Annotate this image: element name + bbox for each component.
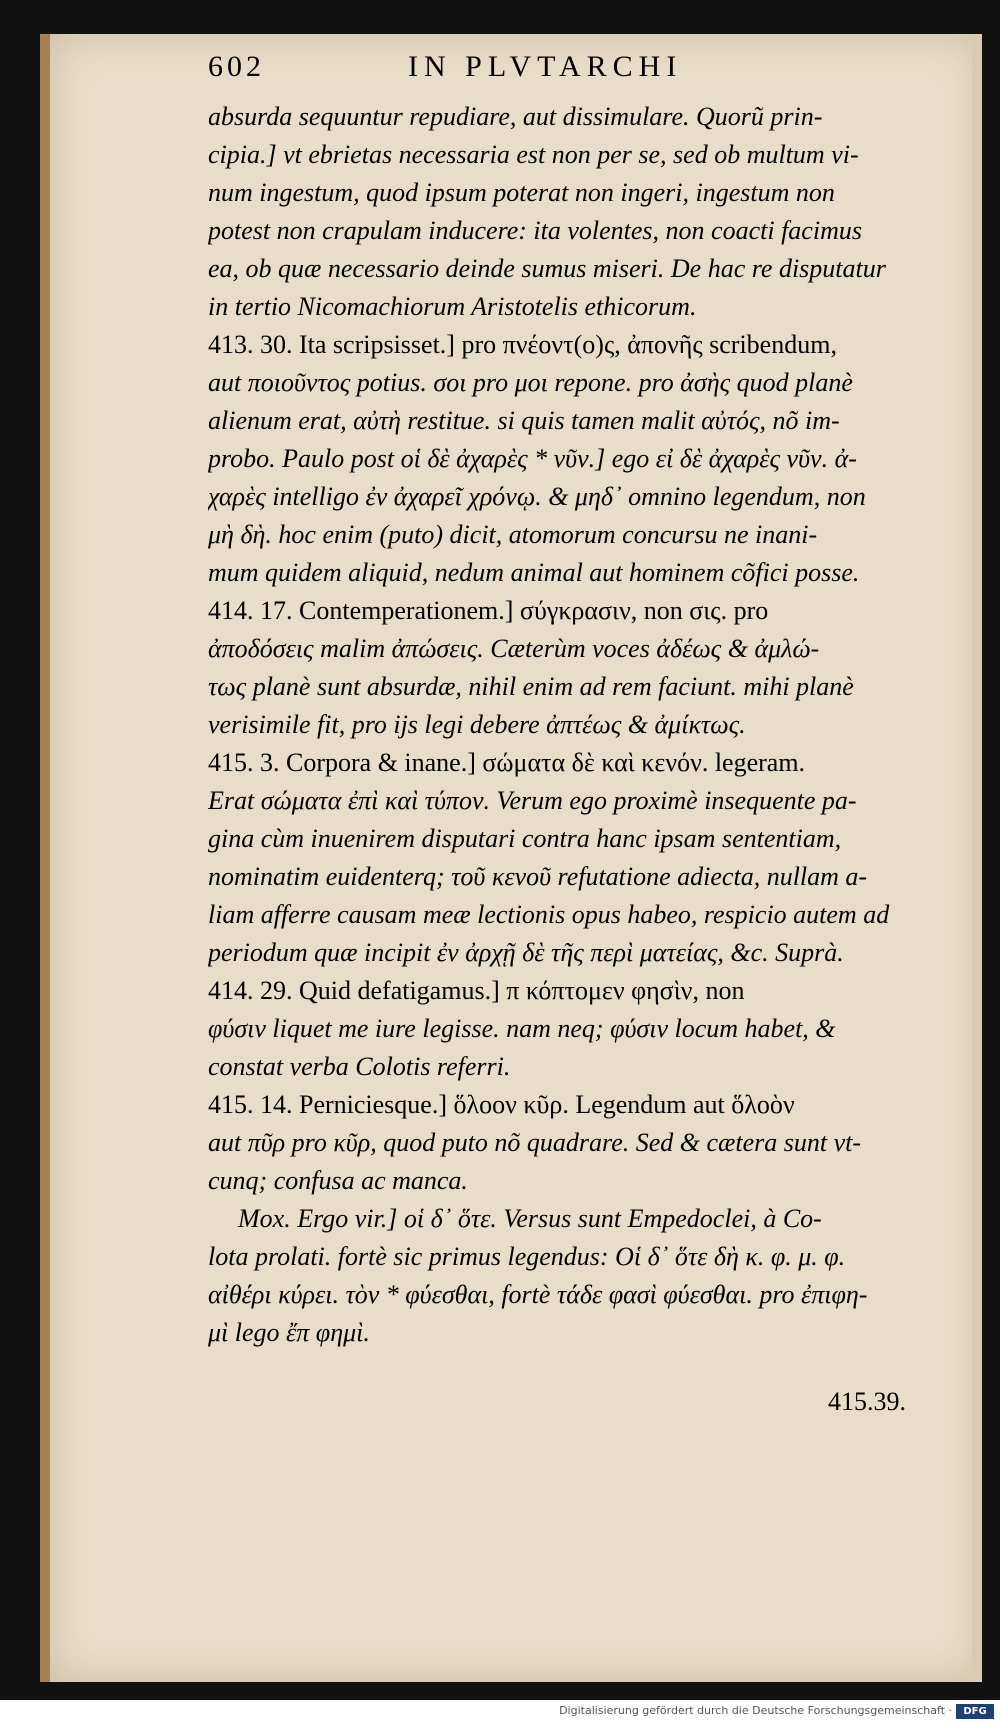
running-title: IN PLVTARCHI bbox=[408, 50, 683, 83]
text-line: in tertio Nicomachiorum Aristotelis ethicorum. bbox=[208, 292, 697, 321]
page-edge bbox=[972, 34, 982, 1682]
text-line: absurda sequuntur repudiare, aut dissimulare. Quorũ prin- bbox=[208, 102, 823, 131]
text-line: αἰθέρι κύρει. τὸν * φύεσθαι, fortè τάδε φασὶ φύεσθαι. pro ἐπιφη- bbox=[208, 1280, 868, 1309]
text-line: 414. 29. Quid defatigamus.] π κόπτομεν φησὶν, non bbox=[208, 976, 745, 1005]
text-line: constat verba Colotis referri. bbox=[208, 1052, 511, 1081]
text-line: 415. 3. Corpora & inane.] σώματα δὲ καὶ κενόν. legeram. bbox=[208, 748, 806, 777]
text-line: μὴ δὴ. hoc enim (puto) dicit, atomorum concursu ne inani- bbox=[208, 520, 818, 549]
footer-bar bbox=[0, 1700, 1000, 1723]
text-line: χαρὲς intelligo ἐν ἀχαρεῖ χρόνῳ. & μηδ᾽ omnino legendum, non bbox=[208, 482, 866, 511]
dfg-logo: DFG bbox=[956, 1704, 994, 1719]
text-line: nominatim euidenterq; τοῦ κενοῦ refutatione adiecta, nullam a- bbox=[208, 862, 868, 891]
text-line: mum quidem aliquid, nedum animal aut hominem cõfici posse. bbox=[208, 558, 860, 587]
text-line: aut ποιοῦντος potius. σοι pro μοι repone. pro ἀσὴς quod planè bbox=[208, 368, 853, 397]
text-line: μὶ lego ἔπ φημὶ. bbox=[208, 1318, 370, 1347]
commentary-text bbox=[208, 98, 938, 1352]
text-line: τως planè sunt absurdæ, nihil enim ad rem faciunt. mihi planè bbox=[208, 672, 854, 701]
text-line: 414. 17. Contemperationem.] σύγκρασιν, non σις. pro bbox=[208, 596, 769, 625]
text-line: periodum quæ incipit ἐν ἀρχῇ δὲ τῆς περὶ ματείας, &c. Suprà. bbox=[208, 938, 844, 967]
text-line: ea, ob quæ necessario deinde sumus miseri. De hac re disputatur bbox=[208, 254, 886, 283]
text-line: probo. Paulo post οἱ δὲ ἀχαρὲς * νῦν.] ego εἰ δὲ ἀχαρὲς νῦν. ἀ- bbox=[208, 444, 857, 473]
text-line: lota prolati. fortè sic primus legendus: Οἱ δ᾽ ὅτε δὴ κ. φ. μ. φ. bbox=[208, 1242, 846, 1271]
text-line: 415. 14. Perniciesque.] ὅλοον κῦρ. Legendum aut ὅλοὸν bbox=[208, 1090, 795, 1119]
text-line: num ingestum, quod ipsum poterat non ingeri, ingestum non bbox=[208, 178, 835, 207]
text-line: aut πῦρ pro κῦρ, quod puto nõ quadrare. Sed & cætera sunt vt- bbox=[208, 1128, 862, 1157]
text-line: potest non crapulam inducere: ita volentes, non coacti facimus bbox=[208, 216, 862, 245]
text-line: Erat σώματα ἐπὶ καὶ τύπον. Verum ego proximè insequente pa- bbox=[208, 786, 857, 815]
digitization-credit: Digitalisierung gefördert durch die Deutsche Forschungsgemeinschaft · bbox=[559, 1704, 952, 1717]
text-line: Mox. Ergo vir.] οἱ δ᾽ ὅτε. Versus sunt Empedoclei, à Co- bbox=[238, 1204, 822, 1233]
text-line: ἀποδόσεις malim ἀπώσεις. Cæterùm voces ἀδέως & ἀμλώ- bbox=[208, 634, 820, 663]
text-line: gina cùm inuenirem disputari contra hanc ipsam sententiam, bbox=[208, 824, 842, 853]
text-line: liam afferre causam meæ lectionis opus habeo, respicio autem ad bbox=[208, 900, 890, 929]
text-line: verisimile fit, pro ijs legi debere ἀπτέως & ἀμίκτως. bbox=[208, 710, 746, 739]
text-line: φύσιν liquet me iure legisse. nam neq; φύσιν locum habet, & bbox=[208, 1014, 836, 1043]
page-header bbox=[208, 50, 928, 100]
text-line: 413. 30. Ita scripsisset.] pro πνέοντ(ο)ς, ἀπονῆς scribendum, bbox=[208, 330, 837, 359]
text-line: alienum erat, αὐτὴ restitue. si quis tamen malit αὐτός, nõ im- bbox=[208, 406, 840, 435]
text-line: cipia.] vt ebrietas necessaria est non per se, sed ob multum vi- bbox=[208, 140, 859, 169]
catchword: 415.39. bbox=[828, 1387, 906, 1416]
text-line: cunq; confusa ac manca. bbox=[208, 1166, 468, 1195]
page-number: 602 bbox=[208, 50, 265, 83]
